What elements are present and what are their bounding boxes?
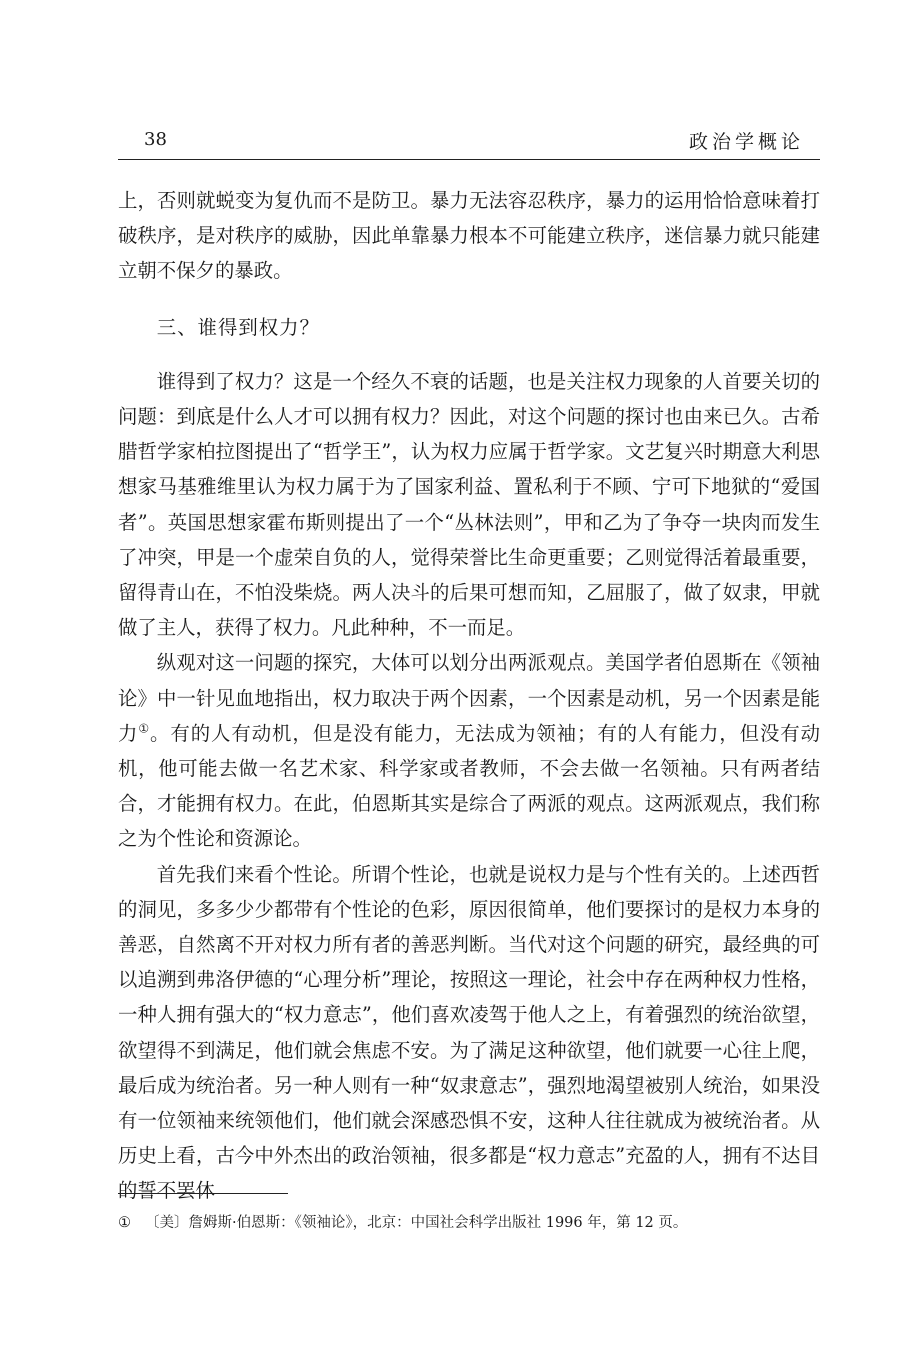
footnote-mark: ① [118, 1215, 131, 1231]
book-title: 政治学概论 [688, 131, 804, 153]
paragraph-who-gets-power: 谁得到了权力？这是一个经久不衰的话题，也是关注权力现象的人首要关切的问题：到底是什么人才可以拥有权力？因此，对这个问题的探讨也由来已久。古希腊哲学家柏拉图提出了“哲学王”，认为权力应属于哲学家。文艺复兴时期意大利思想家马基雅维里认为权力属于为了国家利益、置私利于不顾、宁可下地狱的“爱国者”。英国思想家霍布斯则提出了一个“丛林法则”，甲和乙为了争夺一块肉而发生了冲突，甲是一个虚荣自负的人，觉得荣誉比生命更重要；乙则觉得活着最重要，留得青山在，不怕没柴烧。两人决斗的后果可想而知，乙屈服了，做了奴隶，甲就做了主人，获得了权力。凡此种种，不一而足。 [118, 369, 820, 640]
section-heading: 三、谁得到权力？ [156, 315, 320, 339]
footnote-divider [118, 1193, 288, 1194]
paragraph-two-views-part1: 纵观对这一问题的探究，大体可以划分出两派观点。美国学者伯恩斯在《领袖论》中一针见血地指出，权力取决于两个因素，一个因素是动机，另一个因素是能力 [118, 651, 820, 745]
running-header [118, 125, 820, 160]
footnote [118, 1212, 820, 1234]
footnote-text: 〔美〕詹姆斯·伯恩斯：《领袖论》，北京：中国社会科学出版社 1996 年，第 12 页。 [145, 1215, 688, 1231]
paragraph-personality-theory: 首先我们来看个性论。所谓个性论，也就是说权力是与个性有关的。上述西哲的洞见，多多少少都带有个性论的色彩，原因很简单，他们要探讨的是权力本身的善恶，自然离不开对权力所有者的善恶判断。当代对这个问题的研究，最经典的可以追溯到弗洛伊德的“心理分析”理论，按照这一理论，社会中存在两种权力性格，一种人拥有强大的“权力意志”，他们喜欢凌驾于他人之上，有着强烈的统治欲望，欲望得不到满足，他们就会焦虑不安。为了满足这种欲望，他们就要一心往上爬，最后成为统治者。另一种人则有一种“奴隶意志”，强烈地渴望被别人统治，如果没有一位领袖来统领他们，他们就会深感恐惧不安，这种人往往就成为被统治者。从历史上看，古今中外杰出的政治领袖，很多都是“权力意志”充盈的人，拥有不达目的誓不罢休 [118, 862, 820, 1203]
main-text [118, 183, 820, 1209]
footnote-reference[interactable]: ① [138, 721, 151, 736]
page-number: 38 [144, 129, 167, 150]
paragraph-two-views-part2: 。有的人有动机，但是没有能力，无法成为领袖；有的人有能力，但没有动机，他可能去做一名艺术家、科学家或者教师，不会去做一名领袖。只有两者结合，才能拥有权力。在此，伯恩斯其实是综合了两派的观点。这两派观点，我们称之为个性论和资源论。 [118, 721, 821, 851]
paragraph-continued: 上，否则就蜕变为复仇而不是防卫。暴力无法容忍秩序，暴力的运用恰恰意味着打破秩序，是对秩序的威胁，因此单靠暴力根本不可能建立秩序，迷信暴力就只能建立朝不保夕的暴政。 [118, 189, 820, 283]
paragraph-two-views [118, 645, 820, 856]
